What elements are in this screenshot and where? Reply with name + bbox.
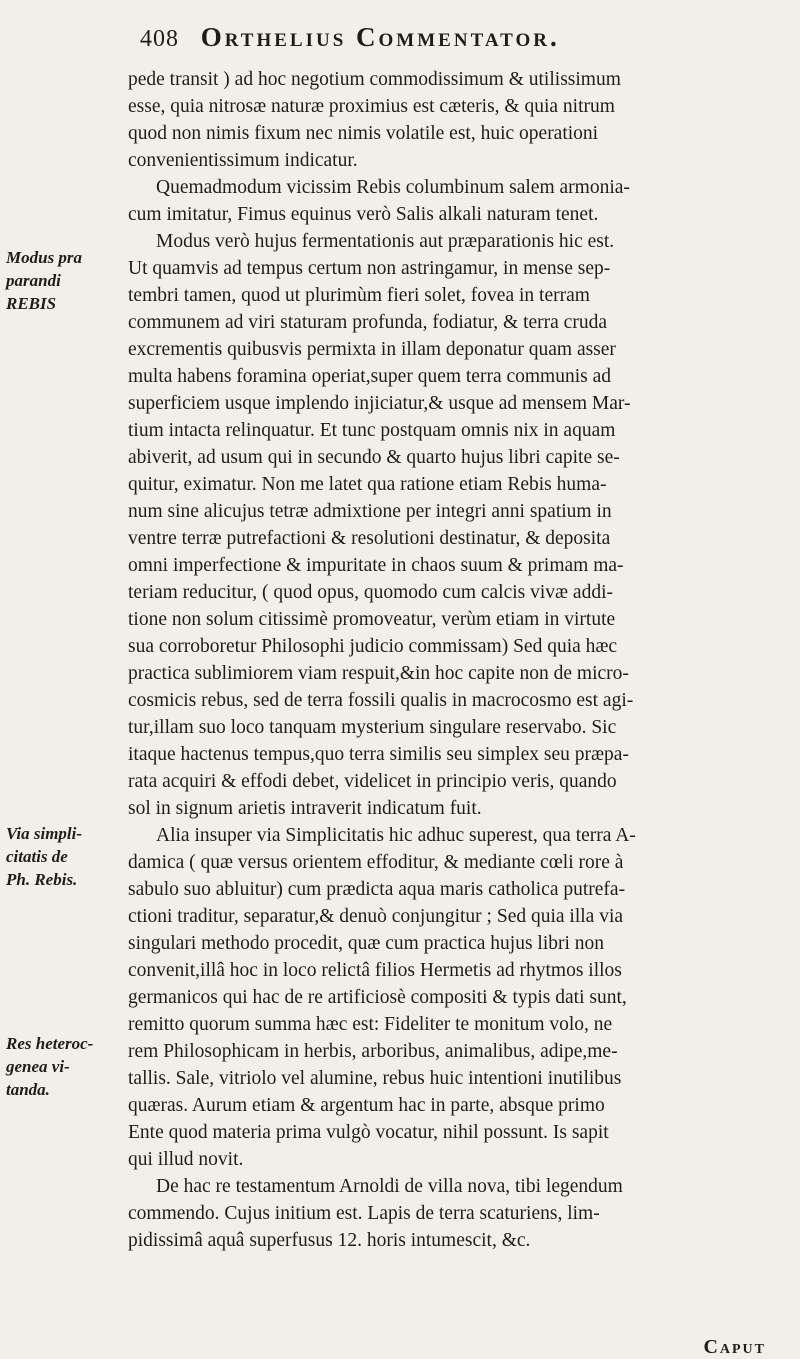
running-head xyxy=(140,22,760,53)
text-line: tium intacta relinquatur. Et tunc postquam omnis nix in aquam xyxy=(128,420,616,441)
text-line: tur,illam suo loco tanquam mysterium singulare reservabo. Sic xyxy=(128,717,617,738)
text-line: sol in signum arietis intraverit indicatum fuit. xyxy=(128,798,482,819)
text-line: Alia insuper via Simplicitatis hic adhuc superest, qua terra A- xyxy=(156,825,636,846)
margin-note-via-simplicitatis xyxy=(6,822,124,891)
text-line: singulari methodo procedit, quæ cum practica hujus libri non xyxy=(128,933,605,954)
text-line: rata acquiri & effodi debet, videlicet in principio veris, quando xyxy=(128,771,617,792)
text-line: pede transit ) ad hoc negotium commodissimum & utilissimum xyxy=(128,69,621,90)
text-line: esse, quia nitrosæ naturæ proximius est cæteris, & quia nitrum xyxy=(128,96,615,117)
text-line: convenit,illâ hoc in loco relictâ filios Hermetis ad rhytmos illos xyxy=(128,960,622,981)
running-title: Orthelius Commentator. xyxy=(200,22,560,52)
text-line: commendo. Cujus initium est. Lapis de terra scaturiens, lim- xyxy=(128,1203,600,1224)
text-line: omni imperfectione & impuritate in chaos suum & primam ma- xyxy=(128,555,624,576)
text-line: teriam reducitur, ( quod opus, quomodo cum calcis vivæ addi- xyxy=(128,582,613,603)
text-line: tallis. Sale, vitriolo vel alumine, rebus huic intentioni inutilibus xyxy=(128,1068,622,1089)
text-line: qui illud novit. xyxy=(128,1149,244,1170)
text-line: Quemadmodum vicissim Rebis columbinum salem armonia- xyxy=(156,177,630,198)
text-line: germanicos qui hac de re artificiosè compositi & typis dati sunt, xyxy=(128,987,627,1008)
text-line: communem ad viri staturam profunda, fodiatur, & terra cruda xyxy=(128,312,607,333)
margin-note-line: citatis de xyxy=(6,847,68,866)
margin-note-line: genea vi- xyxy=(6,1057,70,1076)
text-line: superficiem usque implendo injiciatur,& usque ad mensem Mar- xyxy=(128,393,631,414)
body-text xyxy=(128,66,778,1254)
text-line: num sine alicujus tetræ admixtione per integri anni spatium in xyxy=(128,501,612,522)
margin-note-line: tanda. xyxy=(6,1080,50,1099)
text-line: cum imitatur, Fimus equinus verò Salis alkali naturam tenet. xyxy=(128,204,599,225)
page-number: 408 xyxy=(140,26,179,52)
text-line: cosmicis rebus, sed de terra fossili qualis in macrocosmo est agi- xyxy=(128,690,634,711)
text-line: abiverit, ad usum qui in secundo & quarto hujus libri capite se- xyxy=(128,447,620,468)
text-line: Ut quamvis ad tempus certum non astringamur, in mense sep- xyxy=(128,258,611,279)
text-line: pidissimâ aquâ superfusus 12. horis intumescit, &c. xyxy=(128,1230,531,1251)
text-line: De hac re testamentum Arnoldi de villa nova, tibi legendum xyxy=(156,1176,623,1197)
text-line: Ente quod materia prima vulgò vocatur, nihil possunt. Is sapit xyxy=(128,1122,609,1143)
margin-note-line: Res heteroc- xyxy=(6,1034,94,1053)
text-line: itaque hactenus tempus,quo terra similis seu simplex seu præpa- xyxy=(128,744,629,765)
text-line: multa habens foramina operiat,super quem terra communis ad xyxy=(128,366,612,387)
text-line: rem Philosophicam in herbis, arboribus, animalibus, adipe,me- xyxy=(128,1041,618,1062)
text-line: ventre terræ putrefactioni & resolutioni destinatur, & deposita xyxy=(128,528,611,549)
text-line: quod non nimis fixum nec nimis volatile est, huic operationi xyxy=(128,123,599,144)
text-line: sua corroboretur Philosophi judicio commissam) Sed quia hæc xyxy=(128,636,618,657)
text-line: sabulo suo abluitur) cum prædicta aqua maris catholica putrefa- xyxy=(128,879,626,900)
margin-note-modus xyxy=(6,246,124,315)
text-line: quæras. Aurum etiam & argentum hac in parte, absque primo xyxy=(128,1095,605,1116)
margin-note-line: parandi xyxy=(6,271,61,290)
text-line: remitto quorum summa hæc est: Fideliter te monitum volo, ne xyxy=(128,1014,613,1035)
text-line: tembri tamen, quod ut plurimùm fieri solet, fovea in terram xyxy=(128,285,590,306)
text-line: practica sublimiorem viam respuit,&in hoc capite non de micro- xyxy=(128,663,629,684)
text-line: quitur, eximatur. Non me latet qua ratione etiam Rebis huma- xyxy=(128,474,607,495)
text-line: damica ( quæ versus orientem effoditur, & mediante cœli rore à xyxy=(128,852,624,873)
margin-note-res-heterogenea xyxy=(6,1032,124,1101)
catchword: Caput xyxy=(703,1336,766,1358)
margin-note-line: Ph. Rebis. xyxy=(6,870,78,889)
margin-note-line: Modus pra xyxy=(6,248,83,267)
margin-note-line: REBIS xyxy=(6,294,57,313)
text-line: Modus verò hujus fermentationis aut præparationis hic est. xyxy=(156,231,615,252)
text-line: convenientissimum indicatur. xyxy=(128,150,358,171)
text-line: tione non solum citissimè promoveatur, verùm etiam in virtute xyxy=(128,609,616,630)
text-line: ctioni traditur, separatur,& denuò conjungitur ; Sed quia illa via xyxy=(128,906,624,927)
margin-note-line: Via simpli- xyxy=(6,824,83,843)
text-line: excrementis quibusvis permixta in illam deponatur quam asser xyxy=(128,339,616,360)
